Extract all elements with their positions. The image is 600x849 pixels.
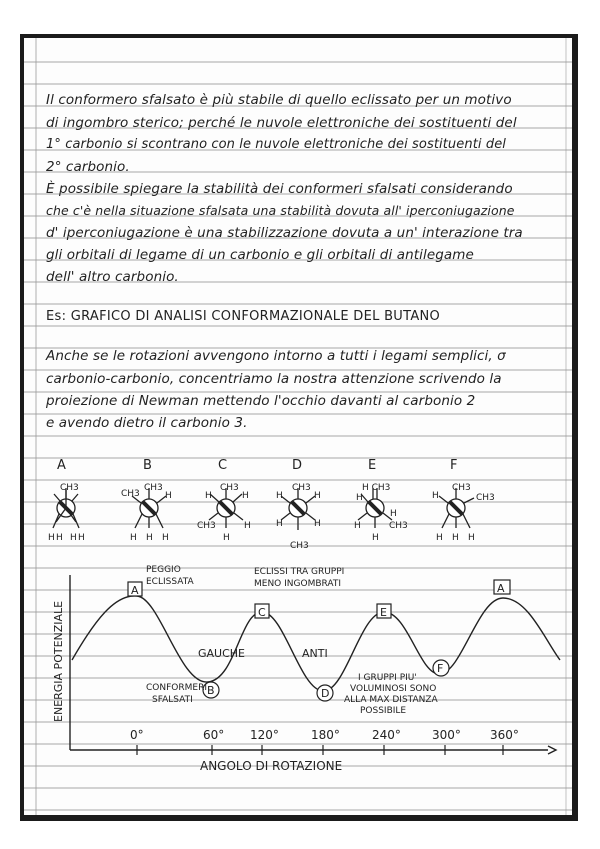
point-D: D: [321, 687, 330, 700]
text-line: È possibile spiegare la stabilità dei conformeri sfalsati considerando: [46, 181, 513, 197]
sub-F-h4: H: [468, 533, 475, 543]
sub-D-h4: H: [314, 519, 321, 529]
sub-F-h3: H: [452, 533, 459, 543]
sub-A-h4: H: [78, 533, 85, 543]
annot-sfalsati: SFALSATI: [152, 695, 193, 705]
sub-C-h1: H: [205, 491, 212, 501]
tick-180: 180°: [311, 728, 340, 742]
point-E: E: [380, 606, 387, 619]
sub-F-h2: H: [436, 533, 443, 543]
annot-eclissata: ECLISSATA: [146, 577, 194, 587]
text-line: e avendo dietro il carbonio 3.: [46, 415, 248, 431]
text-line: dell' altro carbonio.: [46, 269, 179, 285]
sub-C-h3: H: [223, 533, 230, 543]
sub-C-h2: H: [242, 491, 249, 501]
sub-E-h3: H: [372, 533, 379, 543]
sub-E-h4: H: [390, 509, 397, 519]
x-axis-label: ANGOLO DI ROTAZIONE: [200, 759, 343, 773]
text-line: 2° carbonio.: [46, 159, 130, 175]
sub-D-bottom: CH3: [290, 541, 309, 551]
point-B: B: [207, 684, 215, 697]
sub-D-h3: H: [276, 519, 283, 529]
sub-D-h1: H: [276, 491, 283, 501]
tick-300: 300°: [432, 728, 461, 742]
conformer-label-A: A: [57, 458, 66, 473]
sub-C-h4: H: [244, 521, 251, 531]
sub-B-h4: H: [162, 533, 169, 543]
point-F: F: [437, 662, 444, 675]
text-line: d' iperconiugazione è una stabilizzazione dovuta a un' interazione tra: [46, 225, 523, 241]
sub-E-top: H CH3: [362, 483, 391, 493]
annot-eclissi-2: MENO INGOMBRATI: [254, 579, 342, 589]
sub-F-right: CH3: [476, 493, 495, 503]
sub-A-h1: H: [48, 533, 55, 543]
sub-E-h1: H: [356, 493, 363, 503]
sub-A-h2: H: [56, 533, 63, 543]
sub-D-h2: H: [314, 491, 321, 501]
annot-gruppi-4: POSSIBILE: [360, 706, 407, 716]
annot-gauche: GAUCHE: [198, 647, 246, 660]
text-line: Il conformero sfalsato è più stabile di quello eclissato per un motivo: [46, 92, 512, 108]
energy-curve: [72, 596, 560, 691]
text-line: che c'è nella situazione sfalsata una stabilità dovuta all' iperconiugazione: [46, 203, 515, 218]
section-heading: Es: GRAFICO DI ANALISI CONFORMAZIONALE DEL BUTANO: [46, 309, 441, 324]
conformer-label-E: E: [368, 458, 377, 473]
sub-A-h3: H: [70, 533, 77, 543]
annot-gruppi-2: VOLUMINOSI SONO: [350, 684, 437, 694]
conformer-label-B: B: [143, 458, 152, 473]
sub-C-top: CH3: [220, 483, 239, 493]
tick-240: 240°: [372, 728, 401, 742]
annot-eclissi-1: ECLISSI TRA GRUPPI: [254, 567, 345, 577]
sub-D-top: CH3: [292, 483, 311, 493]
sub-B-top: CH3: [144, 483, 163, 493]
text-line: Anche se le rotazioni avvengono intorno a tutti i legami semplici, σ: [46, 348, 506, 364]
sub-A-top: CH3: [60, 483, 79, 493]
annot-gruppi-3: ALLA MAX DISTANZA: [344, 695, 438, 705]
sub-F-top: CH3: [452, 483, 471, 493]
text-line: carbonio-carbonio, concentriamo la nostra attenzione scrivendo la: [46, 371, 502, 387]
sub-B-left: CH3: [121, 489, 140, 499]
conformer-label-C: C: [218, 458, 228, 473]
sub-B-h1: H: [165, 491, 172, 501]
conformer-label-F: F: [450, 458, 458, 473]
point-A: A: [131, 584, 139, 597]
tick-0: 0°: [130, 728, 144, 742]
sub-E-h2: H: [354, 521, 361, 531]
sub-C-bl: CH3: [197, 521, 216, 531]
conformer-label-D: D: [292, 458, 303, 473]
y-axis-label: ENERGIA POTENZIALE: [52, 600, 65, 722]
text-line: proiezione di Newman mettendo l'occhio davanti al carbonio 2: [46, 393, 476, 409]
annot-conformeri: CONFORMERI: [146, 683, 207, 693]
annot-anti: ANTI: [302, 647, 328, 660]
sub-E-br: CH3: [389, 521, 408, 531]
sub-F-h1: H: [432, 491, 439, 501]
point-A-end: A: [497, 582, 505, 595]
tick-60: 60°: [203, 728, 225, 742]
text-line: gli orbitali di legame di un carbonio e gli orbitali di antilegame: [46, 247, 474, 263]
tick-360: 360°: [490, 728, 519, 742]
annot-gruppi-1: I GRUPPI PIU': [358, 673, 417, 683]
sub-B-h2: H: [130, 533, 137, 543]
text-line: di ingombro sterico; perché le nuvole elettroniche dei sostituenti del: [46, 115, 517, 131]
tick-120: 120°: [250, 728, 279, 742]
point-C: C: [258, 606, 266, 619]
text-line: 1° carbonio si scontrano con le nuvole elettroniche dei sostituenti del: [46, 137, 506, 152]
sub-B-h3: H: [146, 533, 153, 543]
annot-peggio: PEGGIO: [146, 565, 181, 575]
